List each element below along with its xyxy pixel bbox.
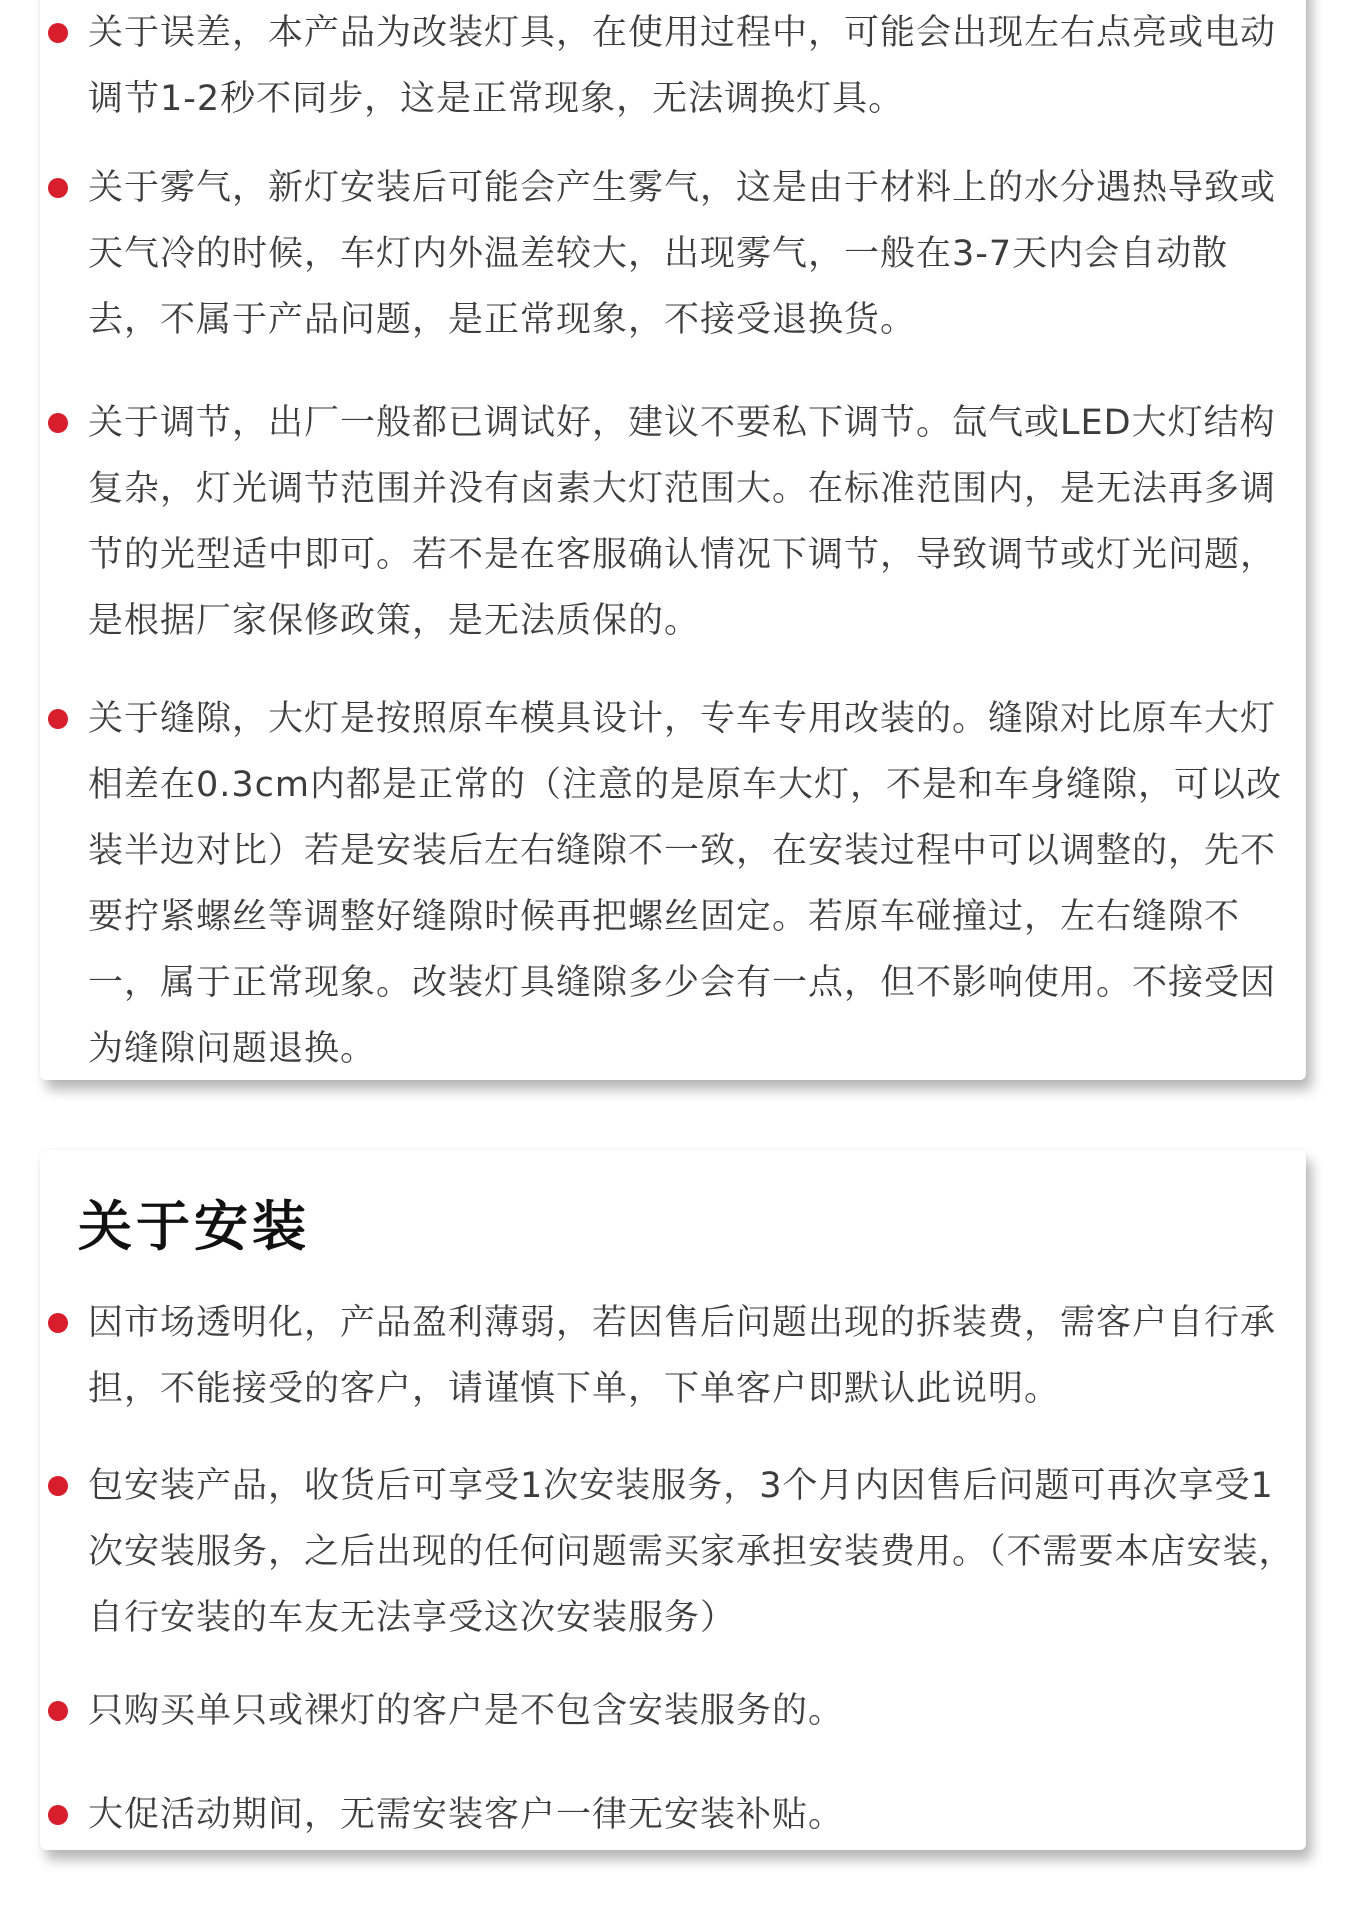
bullet-icon [48,709,68,729]
note-gap-text: 关于缝隙，大灯是按照原车模具设计，专车专用改装的。缝隙对比原车大灯相差在0.3cm内都是正常的（注意的是原车大灯，不是和车身缝隙，可以改装半边对比）若是安装后左右缝隙不一致，在安装过程中可以调整的，先不要拧紧螺丝等调整好缝隙时候再把螺丝固定。若原车碰撞过，左右缝隙不一，属于正常现象。改装灯具缝隙多少会有一点，但不影响使用。不接受因为缝隙问题退换。 [88,699,1283,1069]
install-service-text: 包安装产品，收货后可享受1次安装服务，3个月内因售后问题可再次享受1次安装服务，之后出现的任何问题需买家承担安装费用。（不需要本店安装，自行安装的车友无法享受这次安装服务） [88,1466,1295,1638]
install-fee-note [48,1290,1298,1422]
note-error-text: 关于误差，本产品为改装灯具，在使用过程中，可能会出现左右点亮或电动调节1-2秒不同步，这是正常现象，无法调换灯具。 [88,13,1277,119]
single-lamp-note [48,1678,1298,1744]
bullet-icon [48,413,68,433]
note-fog [48,155,1298,353]
promo-text: 大促活动期间，无需安装客户一律无安装补贴。 [88,1795,845,1835]
note-gap [48,686,1298,1082]
install-service-note [48,1453,1298,1651]
note-fog-text: 关于雾气，新灯安装后可能会产生雾气，这是由于材料上的水分遇热导致或天气冷的时候，车灯内外温差较大，出现雾气，一般在3-7天内会自动散去，不属于产品问题，是正常现象，不接受退换货。 [88,168,1277,340]
section-title: 关于安装 [78,1195,310,1258]
promo-note [48,1782,1298,1848]
bullet-icon [48,1701,68,1721]
single-lamp-text: 只购买单只或裸灯的客户是不包含安装服务的。 [88,1691,845,1731]
note-adjust [48,390,1298,654]
bullet-icon [48,23,68,43]
bullet-icon [48,1313,68,1333]
bullet-icon [48,178,68,198]
install-fee-text: 因市场透明化，产品盈利薄弱，若因售后问题出现的拆装费，需客户自行承担，不能接受的客户，请谨慎下单，下单客户即默认此说明。 [88,1303,1277,1409]
bullet-icon [48,1476,68,1496]
note-error [48,0,1298,132]
note-adjust-text: 关于调节，出厂一般都已调试好，建议不要私下调节。氙气或LED大灯结构复杂，灯光调节范围并没有卤素大灯范围大。在标准范围内，是无法再多调节的光型适中即可。若不是在客服确认情况下调节，导致调节或灯光问题，是根据厂家保修政策，是无法质保的。 [88,403,1277,641]
bullet-icon [48,1805,68,1825]
